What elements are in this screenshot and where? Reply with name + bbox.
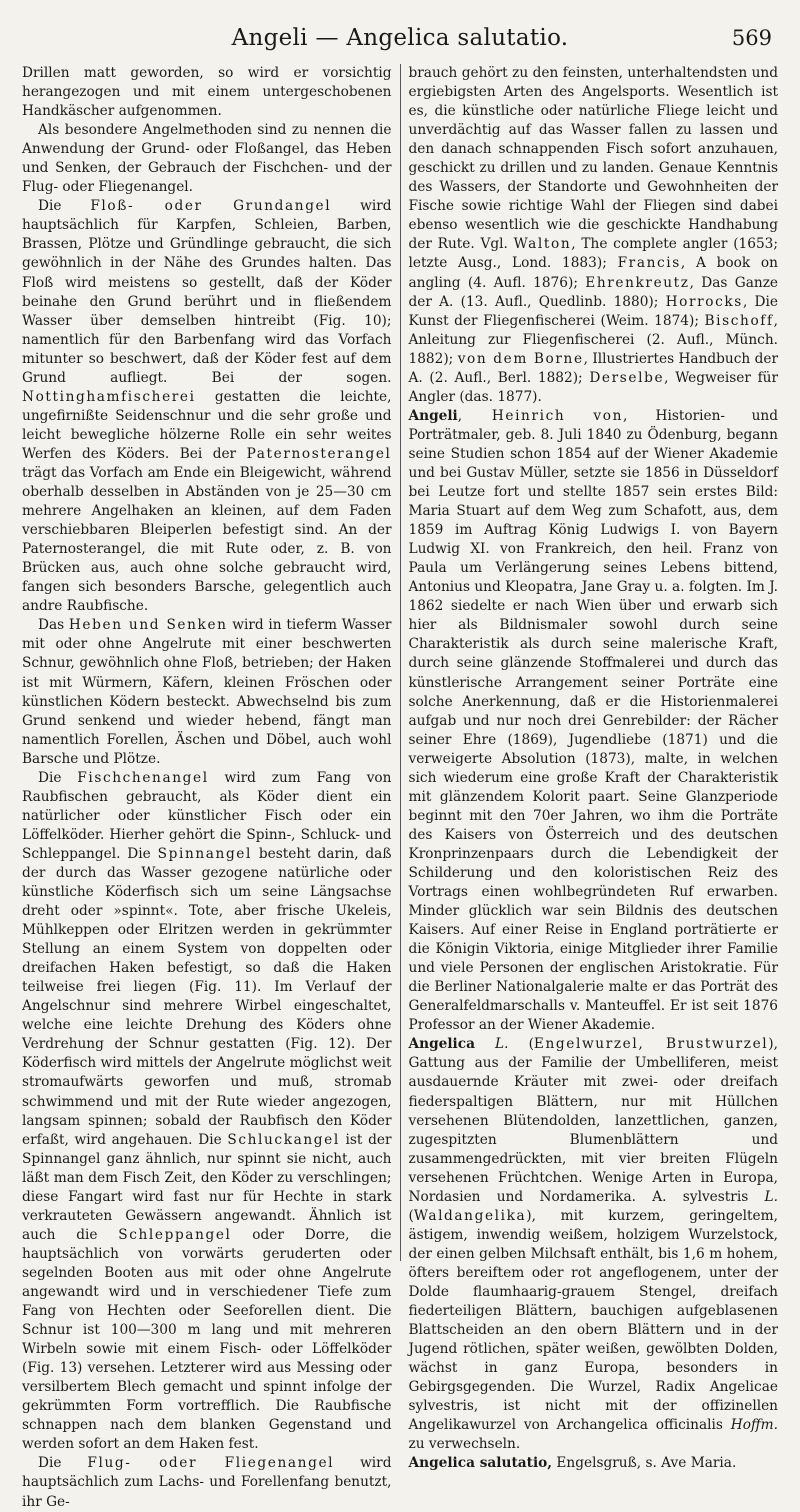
paragraph-fischchenangel xyxy=(22,769,392,1455)
left-column xyxy=(22,64,400,1510)
text: trägt das Vorfach am Ende ein Bleigewicht, während oberhalb desselben in Abständen von je 25—30 cm mehrere Angelhaken an kleinen, auf dem Faden verschiebbaren Bleiperlen befestigt sind. An der Paternosterangel, die mit Rute oder, z. B. von Brücken aus, auch ohne solche gebraucht wird, fangen sich besonders Barsche, gelegentlich auch andre Raubfische. xyxy=(22,464,392,615)
term: Engelwurzel, Brustwurzel xyxy=(533,1036,769,1053)
author-name: von dem Borne xyxy=(457,350,584,367)
entry-angelica-salutatio xyxy=(409,1454,779,1473)
author-abbrev: Hoffm. xyxy=(730,1417,778,1434)
paragraph-heben-senken xyxy=(22,616,392,768)
term: Schluckangel xyxy=(227,1131,340,1148)
text-columns xyxy=(22,64,779,1510)
author-name: Walton xyxy=(513,236,572,253)
paragraph-fliegenangel xyxy=(22,1454,392,1511)
term: Flug- oder Fliegenangel xyxy=(87,1455,335,1472)
author-abbrev: L. xyxy=(474,1036,509,1053)
text: ( xyxy=(408,1207,414,1224)
text: zu verwechseln. xyxy=(408,1436,521,1453)
text: gestatten die leichte, ungefirnißte Seidenschnur und die sehr große und leicht bewegliche hölzerne Rolle ein sehr weites Werfen des Köders. Bei der xyxy=(22,388,392,462)
text: Als besondere Angelmethoden sind zu nennen die Anwendung der Grund- oder Floßangel, das Heben und Senken, der Gebrauch der Fischchen- und der Flug- oder Fliegenangel. xyxy=(22,122,392,196)
text: , Heinrich von, xyxy=(457,407,629,424)
author-name: Ehrenkreutz xyxy=(585,274,690,291)
term: Waldangelika xyxy=(413,1207,527,1224)
text: ), mit kurzem, geringeltem, ästigem, inwendig weißem, holzigem Wurzelstock, der einen gelben Milchsaft enthält, bis 1,6 m hohem, öfters bereiftem oder rot angeflogenem, unter der Dolde flaumhaarig-grauem Stengel, dreifach fiederteiligen Blättern, bauchigen aufgeblasenen Blattscheiden an den obern Blättern und in der Jugend rötlichen, später weißen, gewölbten Dolden, wächst in ganz Europa, besonders in Gebirgsgegenden. Die Wurzel, Radix Angelicae sylvestris, ist nicht mit der offizinellen Angelikawurzel von Archangelica officinalis xyxy=(408,1207,778,1434)
text: brauch gehört zu den feinsten, unterhaltendsten und ergiebigsten Arten des Angelsports. Wesentlich ist es, die künstliche oder natürliche Fliege leicht und unverdächtig auf das Wasser fallen zu lassen und den danach schnappenden Fisch sofort anzuhauen, geschickt zu drillen und zu landen. Genaue Kenntnis des Wassers, der Standorte und Gewohnheiten der Fische sowie richtige Wahl der Fliegen sind dabei ebenso wesentlich wie die geschickte Handhabung der Rute. Vgl. xyxy=(408,65,778,253)
term: Fischchenangel xyxy=(77,769,209,786)
text: , A book on angling (4. Aufl. 1876); xyxy=(408,255,778,291)
text: , Die Kunst der Fliegenfischerei (Weim. 1874); xyxy=(408,293,778,329)
text: wird hauptsächlich für Karpfen, Schleien, Barben, Brassen, Plötze und Gründlinge gebraucht, die sich gewöhnlich in der Nähe des Grundes halten. Das Floß wird meistens so gestellt, daß der Köder beinahe den Grund berührt und in fließendem Wasser über demselben hintreibt (Fig. 10); namentlich für den Barbenfang wird das Vorfach mitunter so beschwert, daß der Köder fest auf dem Grund aufliegt. Bei der sogen. xyxy=(22,198,392,386)
text: Die xyxy=(38,1455,88,1472)
author-name: Francis xyxy=(617,255,681,272)
text: oder Dorre, die hauptsächlich von vorwärts geruderten oder segelnden Booten aus mit oder ohne Angelrute angewandt wird und in verschiedener Tiefe zum Fang von Hechten oder Seeforellen dient. Die Schnur ist 100—300 m lang und mit mehreren Wirbeln sowie mit einem Fisch- oder Löffelköder (Fig. 13) versehen. Letzterer wird aus Messing oder versilbertem Blech gemacht und spinnt infolge der gekrümmten Form vortrefflich. Die Raubfische schnappen nach dem blanken Gegenstand und werden sofort an dem Haken fest. xyxy=(22,1226,392,1453)
paragraph-literature xyxy=(409,64,779,407)
text: besteht darin, daß der durch das Wasser gezogene natürliche oder künstliche Köderfisch sich um seine Längsachse dreht oder »spinnt«. Tote, aber frische Ukeleis, Mühlkeppen oder Elritzen werden in gekrümmter Stellung an einem System von doppelten oder dreifachen Haken befestigt, so daß die Haken teilweise frei liegen (Fig. 11). Im Verlauf der Angelschnur sind mehrere Wirbel eingeschaltet, welche eine leichte Drehung des Köders ohne Verdrehung der Schnur gestatten (Fig. 12). Der Köderfisch wird mittels der Angelrute möglichst weit stromaufwärts geworfen und muß, stromab schwimmend und mit der Rute wieder angezogen, langsam spinnen; sobald der Raubfisch den Köder erfaßt, wird angehauen. Die xyxy=(22,845,392,1148)
author-abbrev: L. xyxy=(764,1188,778,1205)
entry-headword: Angeli xyxy=(408,407,458,424)
term: Paternosterangel xyxy=(246,445,392,462)
text: , Anleitung zur Fliegenfischerei (2. Aufl., Münch. 1882); xyxy=(408,312,778,367)
page-number: 569 xyxy=(731,26,772,50)
entry-headword: Angelica xyxy=(408,1036,475,1053)
text: , Illustriertes Handbuch der A. (2. Aufl., Berl. 1882); xyxy=(408,350,779,386)
text: wird hauptsächlich zum Lachs- und Forellenfang benutzt, ihr Ge- xyxy=(22,1455,392,1510)
text: Die xyxy=(38,198,91,215)
text: wird in tieferm Wasser mit oder ohne Angelrute mit einer beschwerten Schnur, gewöhnlich ohne Floß, betrieben; der Haken ist mit Würmern, Käfern, kleinen Fröschen oder künstlichen Ködern besteckt. Abwechselnd bis zum Grund senkend und wieder hebend, fängt man namentlich Forellen, Äschen und Döbel, auch wohl Barsche und Plötze. xyxy=(22,617,392,767)
term: Heben und Senken xyxy=(68,617,228,634)
author-name: Horrocks xyxy=(665,293,743,310)
paragraph xyxy=(22,121,392,197)
paragraph-grundangel xyxy=(22,197,392,616)
text: Drillen matt geworden, so wird er vorsichtig herangezogen und mit einem untergeschobenen Handkäscher aufgenommen. xyxy=(22,65,392,120)
entry-angelica xyxy=(409,1035,779,1454)
term: Schleppangel xyxy=(118,1226,232,1243)
text: Engelsgruß, s. Ave Maria. xyxy=(552,1455,737,1472)
page-header xyxy=(22,18,778,58)
text: Die xyxy=(38,769,78,786)
author-name: Derselbe xyxy=(589,369,665,386)
text: , Wegweiser für Angler (das. 1877). xyxy=(408,369,778,405)
text: ist der Spinnangel ganz ähnlich, nur spinnt sie nicht, auch läßt man dem Fisch Zeit, den Köder zu verschlingen; diese Fangart wird fast nur für Hechte in stark verkrauteten Gewässern angewandt. Ähnlich ist auch die xyxy=(22,1131,392,1243)
right-column xyxy=(400,64,779,1472)
text: , The complete angler (1653; letzte Ausg., Lond. 1883); xyxy=(408,236,778,272)
text: ), Gattung aus der Familie der Umbelliferen, meist ausdauernde Kräuter mit zwei- oder dreifach fiederspaltigen Blättern, nur mit Hüllchen versehenen Blütendolden, lanzettlichen, ganzen, zugespitzten Blumenblättern und zusammengedrückten, mit vier breiten Flügeln versehenen Früchtchen. Wenige Arten in Europa, Nordasien und Nordamerika. A. sylvestris xyxy=(408,1036,778,1205)
term: Nottinghamfischerei xyxy=(22,388,196,405)
entry-angeli xyxy=(409,407,779,1036)
term: Floß- oder Grundangel xyxy=(90,198,332,215)
entry-headword: Angelica salutatio, xyxy=(408,1455,553,1472)
paragraph xyxy=(22,64,392,121)
text: Das xyxy=(38,617,69,634)
term: Spinnangel xyxy=(157,845,252,862)
author-name: Bischoff xyxy=(704,312,774,329)
text: , Das Ganze der A. (13. Aufl., Quedlinb. 1880); xyxy=(408,274,779,310)
text: Historien- und Porträtmaler, geb. 8. Juli 1840 zu Ödenburg, begann seine Studien schon 1854 auf der Wiener Akademie und bei Gustav Müller, setzte sie 1856 in Düsseldorf bei Leutze fort und stellte 1857 sein erstes Bild: Maria Stuart auf dem Weg zum Schafott, aus, dem 1859 im Auftrag König Ludwigs I. von Bayern Ludwig XI. von Frankreich, den heil. Franz von Paula um Verlängerung seines Lebens bittend, Antonius und Kleopatra, Jane Gray u. a. folgten. Im J. 1862 siedelte er nach Wien über und erwarb sich hier als Bildnismaler sowohl durch seine Charakteristik als durch seine malerische Kraft, durch seine glänzende Stoffmalerei und durch das künstlerische Arrangement seiner Porträte eine solche Anerkennung, daß er die Historienmalerei aufgab und nur noch drei Genrebilder: der Rächer seiner Ehre (1869), Jugendliebe (1871) und die verweigerte Absolution (1873), malte, in welchen sich wiederum eine große Kraft der Charakteristik mit glänzendem Kolorit paart. Seine Glanzperiode beginnt mit den 70er Jahren, wo ihm die Porträte des Kaisers von Österreich und des deutschen Kronprinzenpaars durch die Lebendigkeit der Schilderung und den koloristischen Reiz des Vortrags einen wohlbegründeten Ruf erwarben. Minder glücklich war sein Bildnis des deutschen Kaisers. Auf einer Reise in England porträtierte er die Königin Viktoria, einige Mitglieder ihrer Familie und viele Personen der englischen Aristokratie. Für die Berliner Nationalgalerie malte er das Porträt des Generalfeldmarschalls v. Manteuffel. Er ist seit 1876 Professor an der Wiener Akademie. xyxy=(408,407,778,1034)
running-title: Angeli — Angelica salutatio. xyxy=(231,25,569,51)
text: wird zum Fang von Raubfischen gebraucht, als Köder dient ein natürlicher oder künstlicher Fisch oder ein Löffelköder. Hierher gehört die Spinn-, Schluck- und Schleppangel. Die xyxy=(22,769,392,862)
text: ( xyxy=(508,1036,534,1053)
